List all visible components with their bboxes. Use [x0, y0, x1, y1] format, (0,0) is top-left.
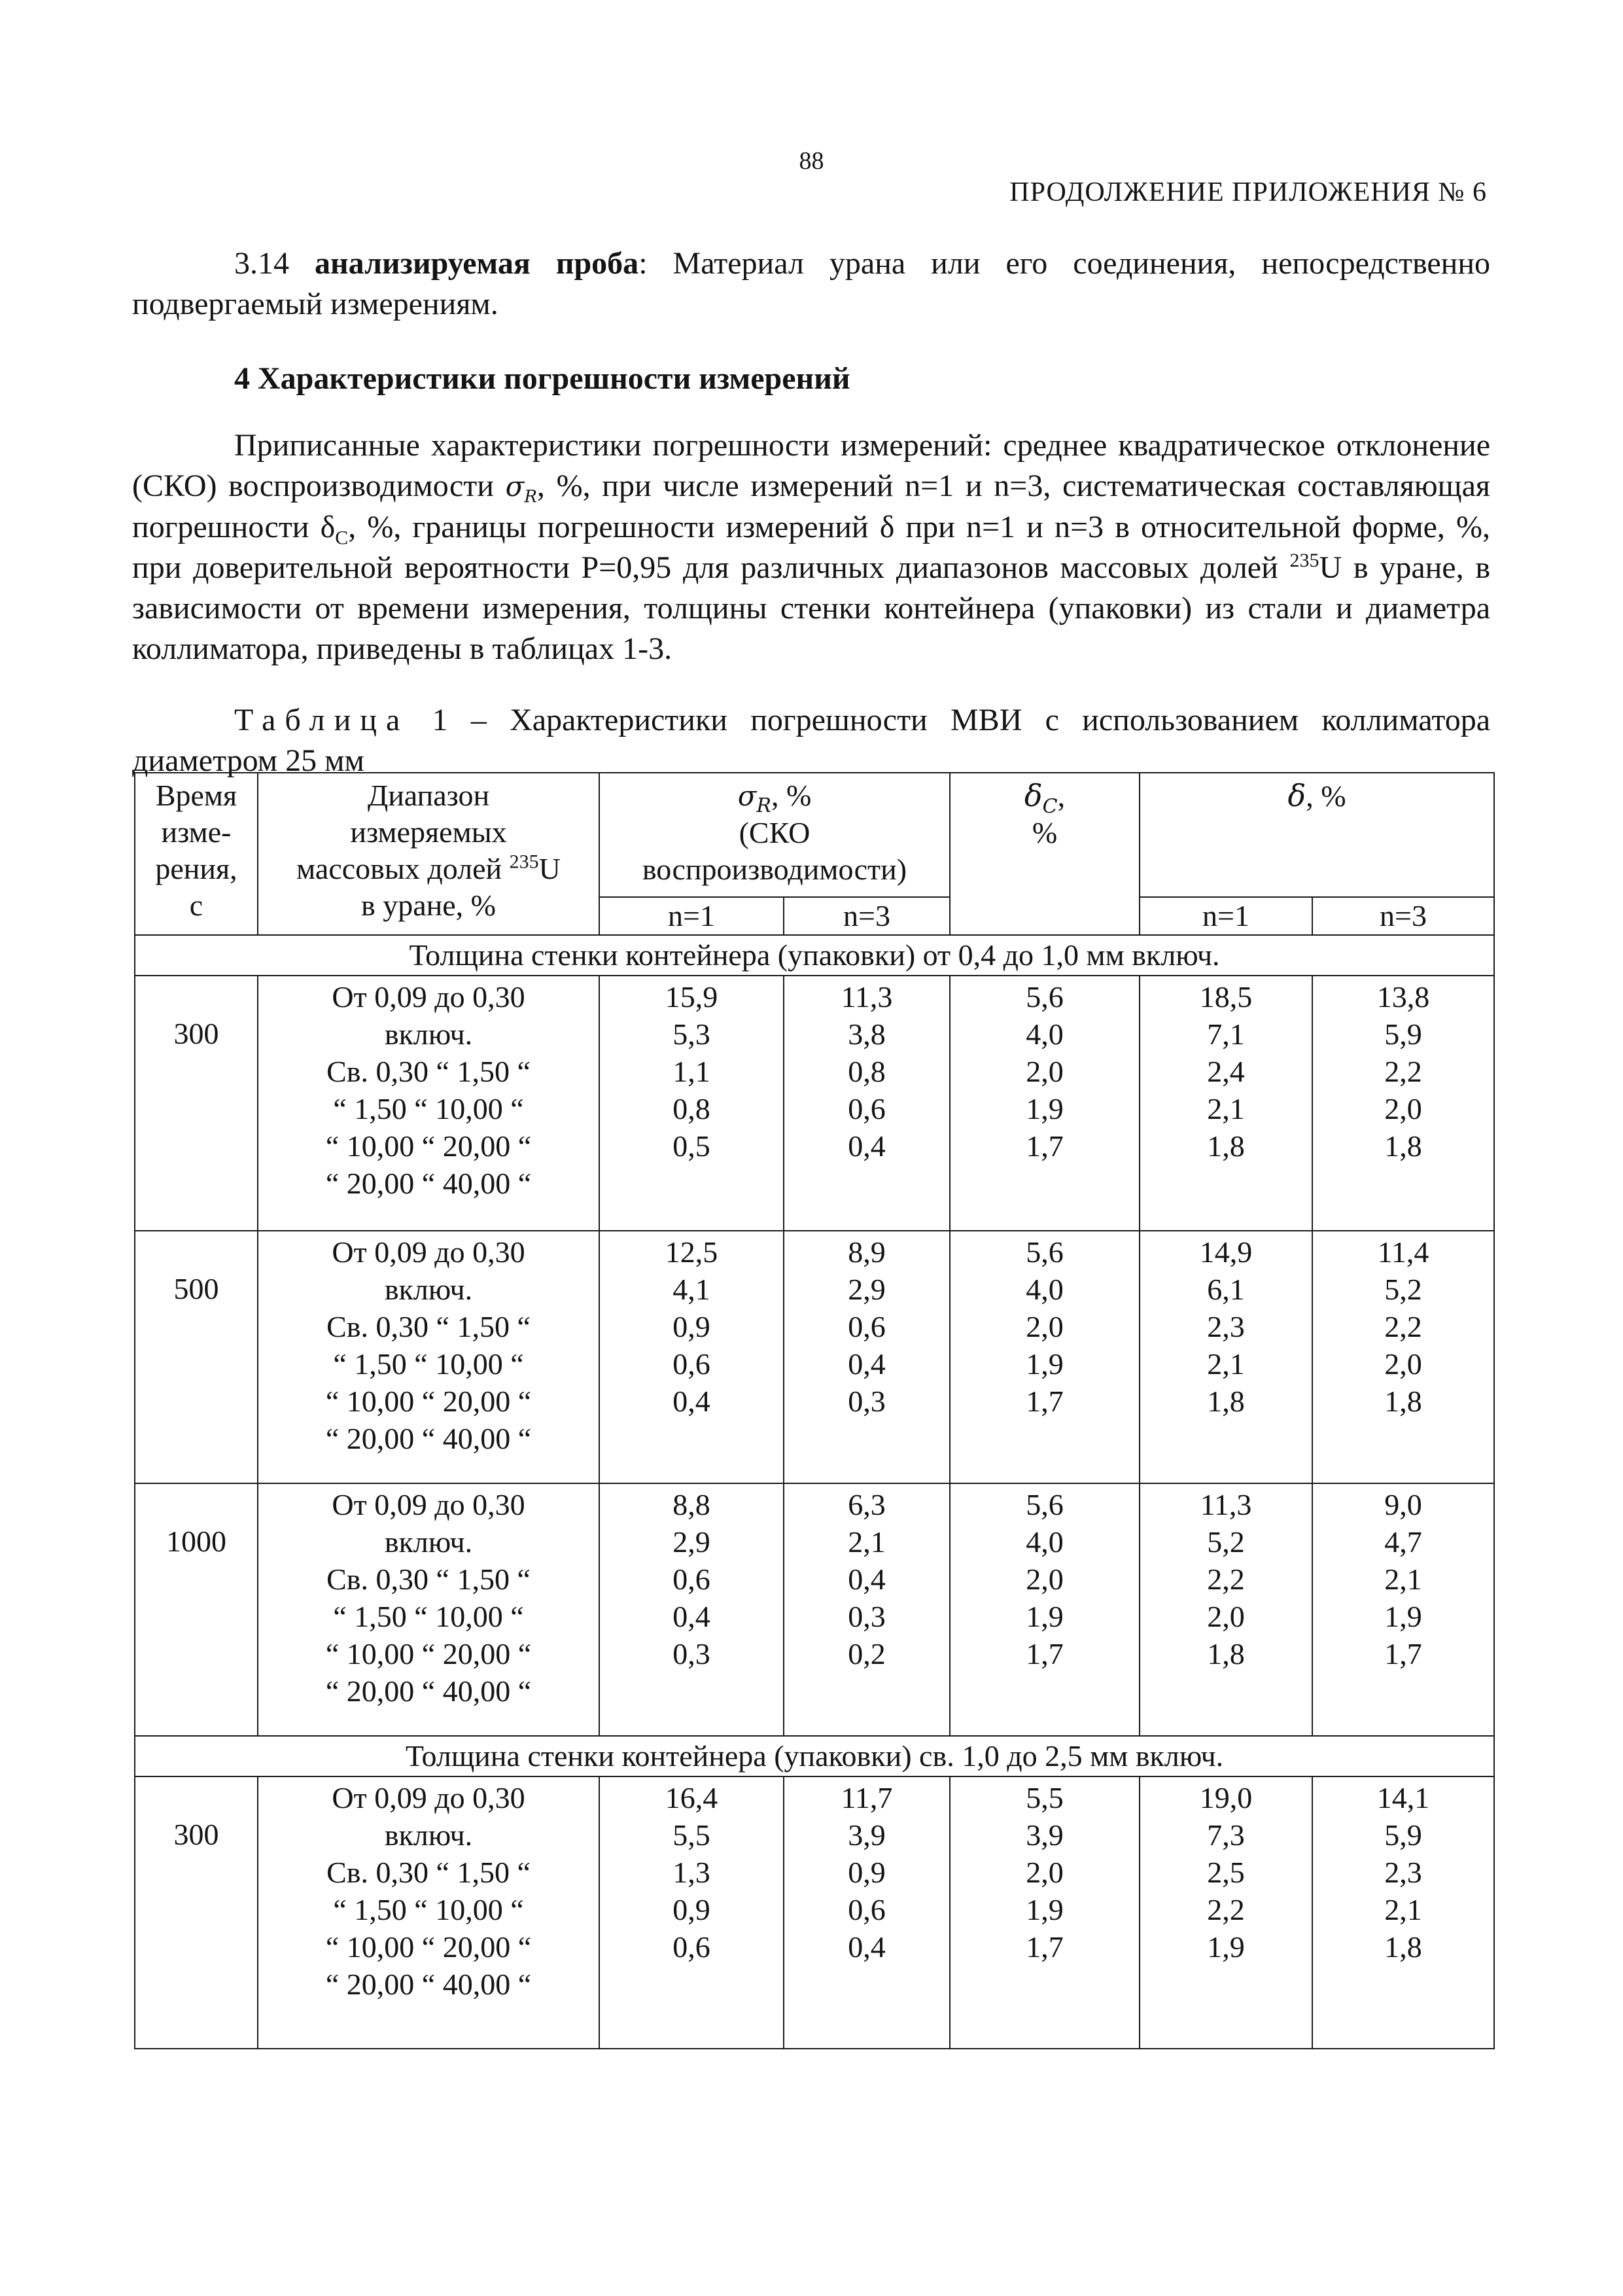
range-line: От 0,09 до 0,30: [332, 1488, 525, 1521]
value: 0,6: [672, 1930, 710, 1964]
value: 2,2: [1207, 1893, 1245, 1926]
value: 5,2: [1207, 1525, 1245, 1559]
header-delta-n1: n=1: [1140, 897, 1312, 935]
value: 0,6: [672, 1347, 710, 1381]
value: 11,3: [841, 980, 893, 1014]
value: 13,8: [1376, 980, 1430, 1014]
section-4-title: 4 Характеристики погрешности измерений: [234, 361, 850, 396]
section-row: [135, 1736, 1494, 1776]
value: 16,4: [665, 1781, 718, 1814]
value: 1,9: [1026, 1893, 1064, 1926]
value: 5,2: [1384, 1273, 1422, 1306]
value: 3,9: [848, 1818, 886, 1852]
value: 0,4: [848, 1347, 886, 1381]
value: 7,1: [1207, 1017, 1245, 1051]
value: 1,3: [672, 1856, 710, 1889]
value: 0,4: [672, 1600, 710, 1633]
value: 2,2: [1207, 1563, 1245, 1596]
value: 1,9: [1026, 1600, 1064, 1633]
header-delta-n3: n=3: [1312, 897, 1494, 935]
value: 0,3: [672, 1637, 710, 1670]
value: 12,5: [665, 1235, 718, 1269]
values-delta-n1: [1140, 1231, 1312, 1483]
values-delta-n1: [1140, 976, 1312, 1231]
value: 1,1: [672, 1055, 710, 1088]
value: 2,4: [1207, 1055, 1245, 1088]
section-title: Толщина стенки контейнера (упаковки) св. 1,0 до 2,5 мм включ.: [135, 1736, 1494, 1776]
value: 11,4: [1377, 1235, 1429, 1269]
value: 0,3: [848, 1385, 886, 1418]
value: 6,1: [1207, 1273, 1245, 1306]
value: 0,8: [848, 1055, 886, 1088]
range-line: включ.: [384, 1273, 473, 1306]
range-line: “ 1,50 “ 10,00 “: [333, 1600, 524, 1633]
values-sigma-n1: [599, 1483, 784, 1736]
value: 2,1: [1207, 1092, 1245, 1125]
range-line: От 0,09 до 0,30: [332, 1235, 525, 1269]
range-cell: [258, 1776, 599, 2049]
value: 2,0: [1026, 1310, 1064, 1343]
value: 1,7: [1026, 1129, 1064, 1163]
value: 6,3: [848, 1488, 886, 1521]
value: 0,4: [848, 1930, 886, 1964]
values-delta-n1: [1140, 1776, 1312, 2049]
header-range: Диапазон измеряемых массовых долей $^{235}$U в уране, %: [258, 773, 599, 935]
value: 1,9: [1026, 1092, 1064, 1125]
section-title: Толщина стенки контейнера (упаковки) от 0,4 до 1,0 мм включ.: [135, 935, 1494, 976]
time-cell: 1000: [135, 1483, 258, 1736]
table-row: [135, 1231, 1494, 1483]
value: 4,0: [1026, 1017, 1064, 1051]
table-header-row: [135, 773, 1494, 897]
table-row: [135, 1483, 1494, 1736]
value: 1,7: [1026, 1385, 1064, 1418]
value: 2,3: [1207, 1310, 1245, 1343]
clause-text: : Материал урана или его соединения, непосредственно подвергаемый измерениям.: [132, 246, 1491, 321]
value: 4,0: [1026, 1273, 1064, 1306]
values-delta-n3: [1312, 1231, 1494, 1483]
values-sigma-n3: [784, 1231, 950, 1483]
range-line: Св. 0,30 “ 1,50 “: [326, 1055, 531, 1088]
value: 2,1: [848, 1525, 886, 1559]
values-delta-n3: [1312, 1483, 1494, 1736]
range-line: От 0,09 до 0,30: [332, 1781, 525, 1814]
value: 5,5: [672, 1818, 710, 1852]
clause-number: 3.14: [234, 246, 289, 281]
range-cell: [258, 976, 599, 1231]
value: 0,3: [848, 1600, 886, 1633]
value: 1,9: [1384, 1600, 1422, 1633]
table-row: [135, 976, 1494, 1231]
value: 0,4: [848, 1563, 886, 1596]
value: 1,8: [1384, 1385, 1422, 1418]
table-row: [135, 1776, 1494, 2049]
header-delta-c: $\delta_С$, %: [950, 773, 1140, 935]
value: 2,0: [1207, 1600, 1245, 1633]
value: 0,4: [848, 1129, 886, 1163]
value: 5,6: [1026, 1235, 1064, 1269]
value: 2,1: [1384, 1563, 1422, 1596]
values-sigma-n3: [784, 976, 950, 1231]
value: 18,5: [1199, 980, 1253, 1014]
value: 14,1: [1376, 1781, 1430, 1814]
value: 5,5: [1026, 1781, 1064, 1814]
values-delta-c: [950, 1776, 1140, 2049]
values-delta-c: [950, 1231, 1140, 1483]
value: 0,6: [672, 1563, 710, 1596]
clause-term: анализируемая проба: [315, 246, 639, 281]
value: 5,9: [1384, 1017, 1422, 1051]
value: 0,2: [848, 1637, 886, 1670]
value: 9,0: [1384, 1488, 1422, 1521]
value: 0,6: [848, 1893, 886, 1926]
header-sigma-n3: n=3: [784, 897, 950, 935]
value: 2,2: [1384, 1055, 1422, 1088]
value: 0,9: [672, 1310, 710, 1343]
value: 0,6: [848, 1310, 886, 1343]
characteristics-paragraph: Приписанные характеристики погрешности измерений: среднее квадратическое отклонение (СКО) воспроизводимости $\sigma_R$, %, при числе измерений n=1 и n=3, систематическая составляющая погрешности $\delta_С$, %, границы погрешности измерений δ при n=1 и n=3 в относительной форме, %, при доверительной вероятности Р=0,95 для различных диапазонов массовых долей $^{235}$U в уране, в зависимости от времени измерения, толщины стенки контейнера (упаковки) из стали и диаметра коллиматора, приведены в таблицах 1-3.: [132, 428, 1491, 666]
page-number: 88: [799, 147, 824, 175]
values-sigma-n1: [599, 1231, 784, 1483]
value: 3,8: [848, 1017, 886, 1051]
range-line: “ 1,50 “ 10,00 “: [333, 1893, 524, 1926]
value: 14,9: [1199, 1235, 1253, 1269]
range-line: “ 20,00 “ 40,00 “: [325, 1968, 532, 2001]
time-cell: 500: [135, 1231, 258, 1483]
value: 5,9: [1384, 1818, 1422, 1852]
value: 8,8: [672, 1488, 710, 1521]
header-time: Время изме- рения, с: [135, 773, 258, 935]
value: 1,8: [1207, 1129, 1245, 1163]
values-sigma-n3: [784, 1776, 950, 2049]
value: 1,7: [1384, 1637, 1422, 1670]
value: 2,5: [1207, 1856, 1245, 1889]
value: 4,0: [1026, 1525, 1064, 1559]
values-sigma-n3: [784, 1483, 950, 1736]
range-line: “ 10,00 “ 20,00 “: [325, 1385, 532, 1418]
clause-3-14: [132, 243, 1490, 325]
value: 2,1: [1207, 1347, 1245, 1381]
time-cell: 300: [135, 1776, 258, 2049]
value: 2,0: [1384, 1092, 1422, 1125]
value: 2,0: [1384, 1347, 1422, 1381]
value: 1,9: [1026, 1347, 1064, 1381]
values-delta-c: [950, 976, 1140, 1231]
header-sigma-n1: n=1: [599, 897, 784, 935]
values-sigma-n1: [599, 1776, 784, 2049]
value: 1,8: [1384, 1129, 1422, 1163]
value: 1,8: [1207, 1385, 1245, 1418]
range-line: От 0,09 до 0,30: [332, 980, 525, 1014]
value: 1,8: [1207, 1637, 1245, 1670]
value: 2,2: [1384, 1310, 1422, 1343]
range-line: “ 10,00 “ 20,00 “: [325, 1637, 532, 1670]
value: 2,0: [1026, 1055, 1064, 1088]
value: 0,8: [672, 1092, 710, 1125]
value: 5,6: [1026, 980, 1064, 1014]
range-line: “ 20,00 “ 40,00 “: [325, 1422, 532, 1455]
measurement-table: [134, 772, 1495, 2049]
header-delta: δ, %: [1140, 773, 1494, 897]
values-delta-c: [950, 1483, 1140, 1736]
value: 15,9: [665, 980, 718, 1014]
value: 1,8: [1384, 1930, 1422, 1964]
value: 0,6: [848, 1092, 886, 1125]
value: 8,9: [848, 1235, 886, 1269]
value: 0,9: [848, 1856, 886, 1889]
range-line: “ 10,00 “ 20,00 “: [325, 1930, 532, 1964]
range-line: “ 1,50 “ 10,00 “: [333, 1092, 524, 1125]
value: 0,9: [672, 1893, 710, 1926]
range-line: “ 20,00 “ 40,00 “: [325, 1167, 532, 1200]
running-head: ПРОДОЛЖЕНИЕ ПРИЛОЖЕНИЯ № 6: [1009, 177, 1487, 207]
value: 2,3: [1384, 1856, 1422, 1889]
range-line: Св. 0,30 “ 1,50 “: [326, 1563, 531, 1596]
range-line: включ.: [384, 1525, 473, 1559]
range-line: “ 10,00 “ 20,00 “: [325, 1129, 532, 1163]
value: 2,1: [1384, 1893, 1422, 1926]
value: 1,7: [1026, 1930, 1064, 1964]
value: 0,5: [672, 1129, 710, 1163]
time-cell: 300: [135, 976, 258, 1231]
value: 7,3: [1207, 1818, 1245, 1852]
values-sigma-n1: [599, 976, 784, 1231]
value: 2,0: [1026, 1856, 1064, 1889]
range-line: “ 1,50 “ 10,00 “: [333, 1347, 524, 1381]
table-caption: Таблица 1 – Характеристики погрешности МВИ с использованием коллиматора диаметром 25 мм: [132, 703, 1490, 778]
range-line: Св. 0,30 “ 1,50 “: [326, 1310, 531, 1343]
section-row: [135, 935, 1494, 976]
value: 3,9: [1026, 1818, 1064, 1852]
value: 1,9: [1207, 1930, 1245, 1964]
value: 5,3: [672, 1017, 710, 1051]
value: 19,0: [1199, 1781, 1253, 1814]
range-line: включ.: [384, 1818, 473, 1852]
value: 2,0: [1026, 1563, 1064, 1596]
value: 11,3: [1200, 1488, 1252, 1521]
sigma-r-symbol: $\sigma_R$: [505, 470, 537, 507]
value: 4,1: [672, 1273, 710, 1306]
values-delta-n3: [1312, 1776, 1494, 2049]
values-delta-n1: [1140, 1483, 1312, 1736]
value: 0,4: [672, 1385, 710, 1418]
range-line: “ 20,00 “ 40,00 “: [325, 1674, 532, 1708]
range-line: включ.: [384, 1017, 473, 1051]
value: 2,9: [672, 1525, 710, 1559]
value: 5,6: [1026, 1488, 1064, 1521]
value: 2,9: [848, 1273, 886, 1306]
values-delta-n3: [1312, 976, 1494, 1231]
range-line: Св. 0,30 “ 1,50 “: [326, 1856, 531, 1889]
value: 11,7: [841, 1781, 893, 1814]
header-sigma: $\sigma_R$, % (СКО воспроизводимости): [599, 773, 950, 897]
value: 1,7: [1026, 1637, 1064, 1670]
range-cell: [258, 1483, 599, 1736]
range-cell: [258, 1231, 599, 1483]
value: 4,7: [1384, 1525, 1422, 1559]
